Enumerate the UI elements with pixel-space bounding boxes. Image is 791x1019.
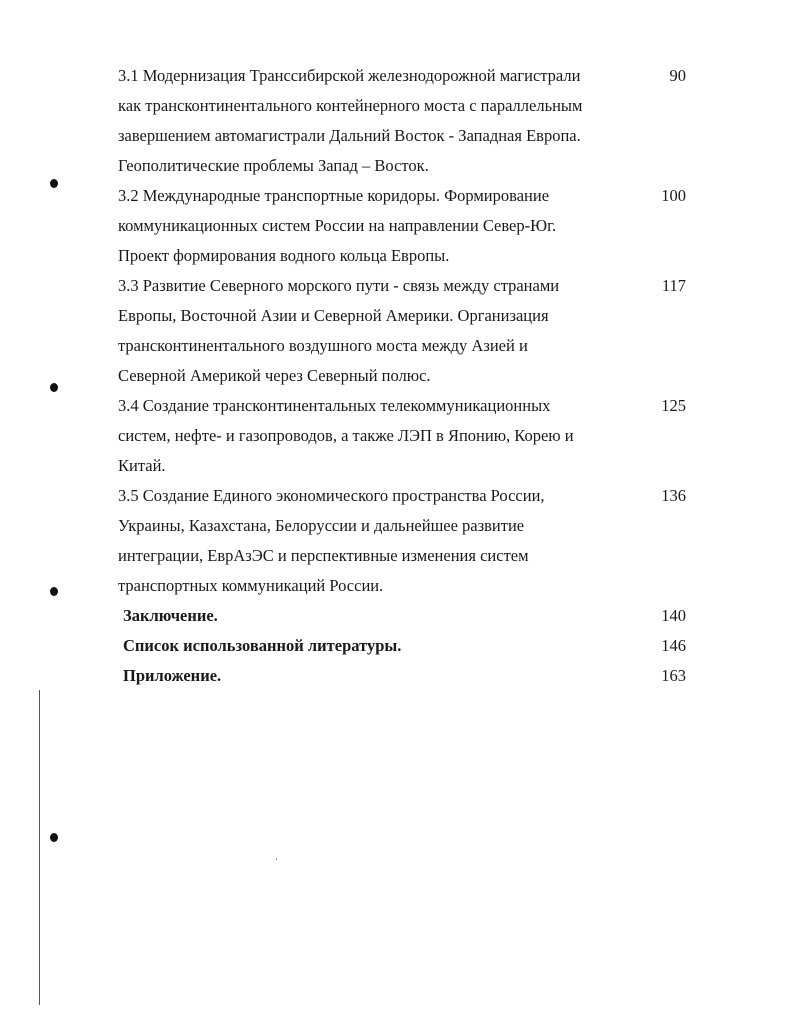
toc-entry-conclusion xyxy=(118,601,698,631)
toc-entry-text-line: как трансконтинентального контейнерного моста с параллельным xyxy=(118,96,583,115)
toc-entry-3-1 xyxy=(118,61,698,181)
toc-entry-text-line: коммуникационных систем России на направлении Север-Юг. xyxy=(118,216,557,235)
binder-hole-dot xyxy=(50,383,58,392)
toc-entry-text-line: Приложение. xyxy=(123,666,222,685)
binder-hole-dot xyxy=(50,179,58,188)
toc-entry-text-line: завершением автомагистрали Дальний Восток - Западная Европа. xyxy=(118,126,581,145)
toc-entry-text-line: 3.4 Создание трансконтинентальных телекоммуникационных xyxy=(118,396,551,415)
toc-entry-appendix xyxy=(118,661,698,691)
toc-entry-text-line: 3.5 Создание Единого экономического пространства России, xyxy=(118,486,545,505)
toc-entry-text-line: Геополитические проблемы Запад – Восток. xyxy=(118,156,429,175)
toc-page-number: 146 xyxy=(661,636,686,655)
toc-entry-text-line: Список использованной литературы. xyxy=(123,636,402,655)
toc-page-number: 100 xyxy=(661,186,686,205)
toc-entry-text-line: Украины, Казахстана, Белоруссии и дальнейшее развитие xyxy=(118,516,525,535)
toc-entry-bibliography xyxy=(118,631,698,661)
toc-page-number: 136 xyxy=(661,486,686,505)
binder-hole-dot xyxy=(50,587,58,596)
toc-page-number: 140 xyxy=(661,606,686,625)
toc-entry-text-line: трансконтинентального воздушного моста между Азией и xyxy=(118,336,528,355)
toc-page-number: 117 xyxy=(661,276,686,295)
toc-entry-text-line: систем, нефте- и газопроводов, а также ЛЭП в Японию, Корею и xyxy=(118,426,574,445)
toc-entry-3-5 xyxy=(118,481,698,601)
margin-rule xyxy=(39,690,40,1005)
toc-entry-text-line: Проект формирования водного кольца Европы. xyxy=(118,246,450,265)
toc-entry-text-line: транспортных коммуникаций России. xyxy=(118,576,384,595)
toc-page-number: 125 xyxy=(661,396,686,415)
toc-entry-3-3 xyxy=(118,271,698,391)
toc-entry-text-line: 3.2 Международные транспортные коридоры. Формирование xyxy=(118,186,550,205)
toc-entry-text-line: Китай. xyxy=(118,456,166,475)
toc-entry-text-line: Европы, Восточной Азии и Северной Америки. Организация xyxy=(118,306,549,325)
toc-entry-text-line: Заключение. xyxy=(123,606,218,625)
scan-speck xyxy=(276,858,277,860)
toc-entry-text-line: интеграции, ЕврАзЭС и перспективные изменения систем xyxy=(118,546,529,565)
toc-entry-3-2 xyxy=(118,181,698,271)
toc-entry-3-4 xyxy=(118,391,698,481)
toc-entry-text-line: 3.1 Модернизация Транссибирской железнодорожной магистрали xyxy=(118,66,581,85)
table-of-contents xyxy=(118,61,698,691)
toc-page-number: 163 xyxy=(661,666,686,685)
toc-entry-text-line: 3.3 Развитие Северного морского пути - связь между странами xyxy=(118,276,560,295)
toc-entry-text-line: Северной Америкой через Северный полюс. xyxy=(118,366,431,385)
binder-hole-dot xyxy=(50,833,58,842)
toc-page-number: 90 xyxy=(669,66,686,85)
